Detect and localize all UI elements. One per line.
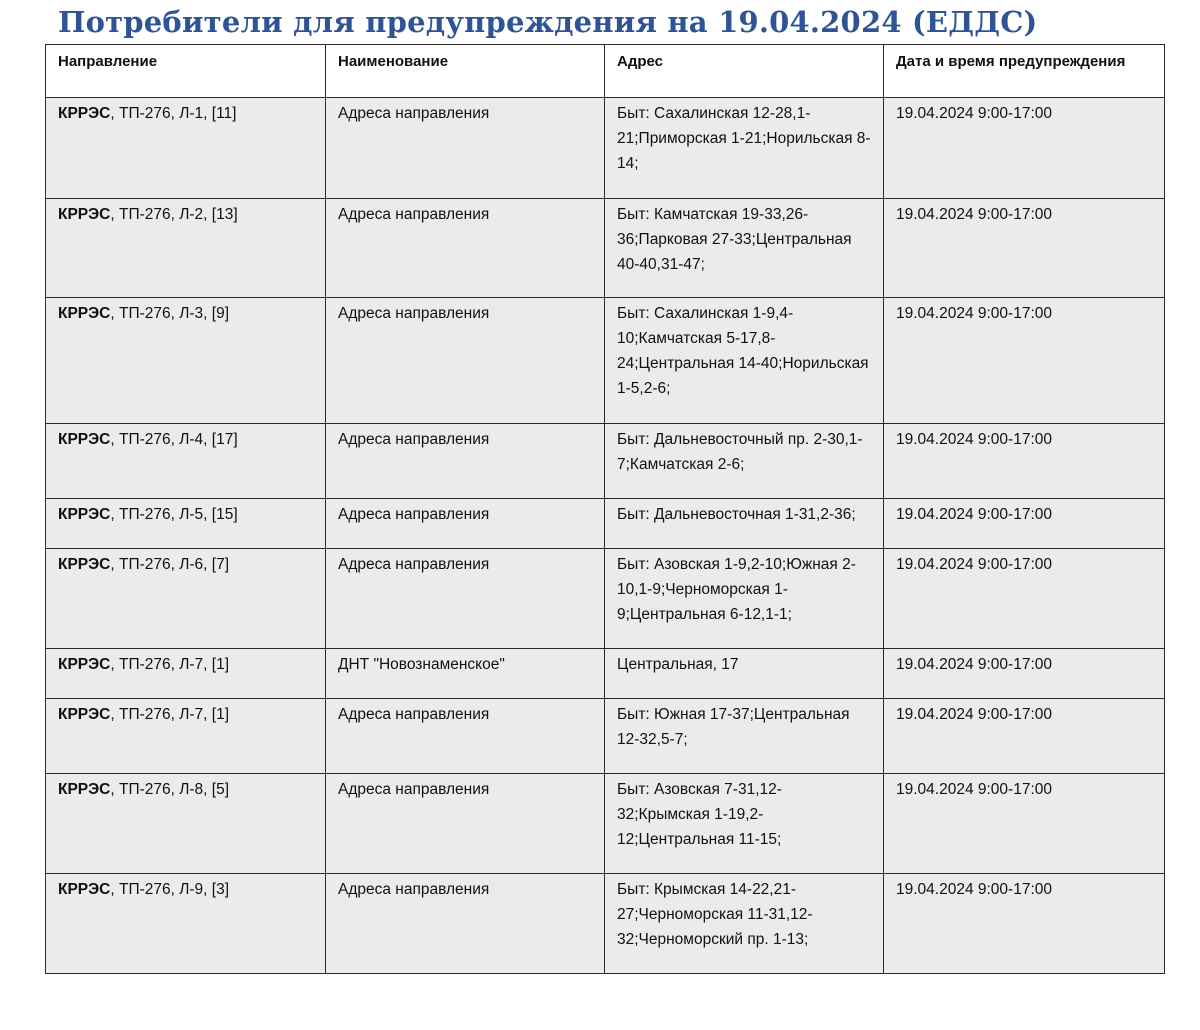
cell-direction	[46, 424, 326, 499]
cell-datetime: 19.04.2024 9:00-17:00	[884, 874, 1165, 974]
cell-name: Адреса направления	[326, 424, 605, 499]
cell-datetime: 19.04.2024 9:00-17:00	[884, 424, 1165, 499]
cell-direction	[46, 699, 326, 774]
table-row	[46, 424, 1165, 499]
table-row	[46, 549, 1165, 649]
header-direction: Направление	[46, 45, 326, 98]
line-label: , ТП-276, Л-1, [11]	[110, 105, 237, 122]
cell-address: Быт: Дальневосточный пр. 2-30,1-7;Камчатская 2-6;	[605, 424, 884, 499]
table-row	[46, 98, 1165, 199]
line-label: , ТП-276, Л-4, [17]	[110, 431, 238, 448]
cell-datetime: 19.04.2024 9:00-17:00	[884, 774, 1165, 874]
table-row	[46, 874, 1165, 974]
table-header-row	[46, 45, 1165, 98]
cell-name: Адреса направления	[326, 549, 605, 649]
table-row	[46, 649, 1165, 699]
cell-address: Быт: Сахалинская 12-28,1-21;Приморская 1-21;Норильская 8-14;	[605, 98, 884, 199]
cell-address: Быт: Южная 17-37;Центральная 12-32,5-7;	[605, 699, 884, 774]
cell-direction	[46, 549, 326, 649]
header-datetime: Дата и время предупреждения	[884, 45, 1165, 98]
org-label: КРРЭС	[58, 431, 111, 448]
line-label: , ТП-276, Л-2, [13]	[110, 206, 238, 223]
cell-direction	[46, 298, 326, 424]
table-row	[46, 199, 1165, 298]
cell-direction	[46, 874, 326, 974]
line-label: , ТП-276, Л-3, [9]	[110, 305, 230, 322]
line-label: , ТП-276, Л-7, [1]	[110, 656, 230, 673]
cell-datetime: 19.04.2024 9:00-17:00	[884, 298, 1165, 424]
cell-direction	[46, 499, 326, 549]
cell-name: Адреса направления	[326, 298, 605, 424]
org-label: КРРЭС	[58, 206, 111, 223]
header-address: Адрес	[605, 45, 884, 98]
cell-name: ДНТ "Новознаменское"	[326, 649, 605, 699]
table-row	[46, 499, 1165, 549]
cell-address: Быт: Сахалинская 1-9,4-10;Камчатская 5-17,8-24;Центральная 14-40;Норильская 1-5,2-6;	[605, 298, 884, 424]
line-label: , ТП-276, Л-7, [1]	[110, 706, 230, 723]
cell-name: Адреса направления	[326, 98, 605, 199]
cell-direction	[46, 774, 326, 874]
cell-address: Быт: Камчатская 19-33,26-36;Парковая 27-33;Центральная 40-40,31-47;	[605, 199, 884, 298]
cell-direction	[46, 98, 326, 199]
cell-address: Быт: Азовская 1-9,2-10;Южная 2-10,1-9;Черноморская 1-9;Центральная 6-12,1-1;	[605, 549, 884, 649]
cell-direction	[46, 199, 326, 298]
cell-datetime: 19.04.2024 9:00-17:00	[884, 699, 1165, 774]
cell-name: Адреса направления	[326, 874, 605, 974]
cell-direction	[46, 649, 326, 699]
consumers-table	[45, 44, 1165, 974]
header-name: Наименование	[326, 45, 605, 98]
line-label: , ТП-276, Л-8, [5]	[110, 781, 230, 798]
org-label: КРРЭС	[58, 706, 111, 723]
page-title: Потребители для предупреждения на 19.04.2024 (ЕДДС)	[58, 5, 1038, 39]
cell-datetime: 19.04.2024 9:00-17:00	[884, 98, 1165, 199]
cell-name: Адреса направления	[326, 699, 605, 774]
table-row	[46, 298, 1165, 424]
org-label: КРРЭС	[58, 656, 111, 673]
org-label: КРРЭС	[58, 506, 111, 523]
org-label: КРРЭС	[58, 781, 111, 798]
line-label: , ТП-276, Л-6, [7]	[110, 556, 230, 573]
cell-address: Центральная, 17	[605, 649, 884, 699]
cell-datetime: 19.04.2024 9:00-17:00	[884, 649, 1165, 699]
cell-address: Быт: Азовская 7-31,12-32;Крымская 1-19,2-12;Центральная 11-15;	[605, 774, 884, 874]
line-label: , ТП-276, Л-5, [15]	[110, 506, 238, 523]
cell-name: Адреса направления	[326, 774, 605, 874]
cell-address: Быт: Дальневосточная 1-31,2-36;	[605, 499, 884, 549]
line-label: , ТП-276, Л-9, [3]	[110, 881, 230, 898]
cell-name: Адреса направления	[326, 499, 605, 549]
cell-name: Адреса направления	[326, 199, 605, 298]
table-row	[46, 774, 1165, 874]
org-label: КРРЭС	[58, 305, 111, 322]
table-row	[46, 699, 1165, 774]
org-label: КРРЭС	[58, 105, 111, 122]
org-label: КРРЭС	[58, 881, 111, 898]
org-label: КРРЭС	[58, 556, 111, 573]
cell-datetime: 19.04.2024 9:00-17:00	[884, 549, 1165, 649]
cell-datetime: 19.04.2024 9:00-17:00	[884, 499, 1165, 549]
cell-address: Быт: Крымская 14-22,21-27;Черноморская 11-31,12-32;Черноморский пр. 1-13;	[605, 874, 884, 974]
cell-datetime: 19.04.2024 9:00-17:00	[884, 199, 1165, 298]
